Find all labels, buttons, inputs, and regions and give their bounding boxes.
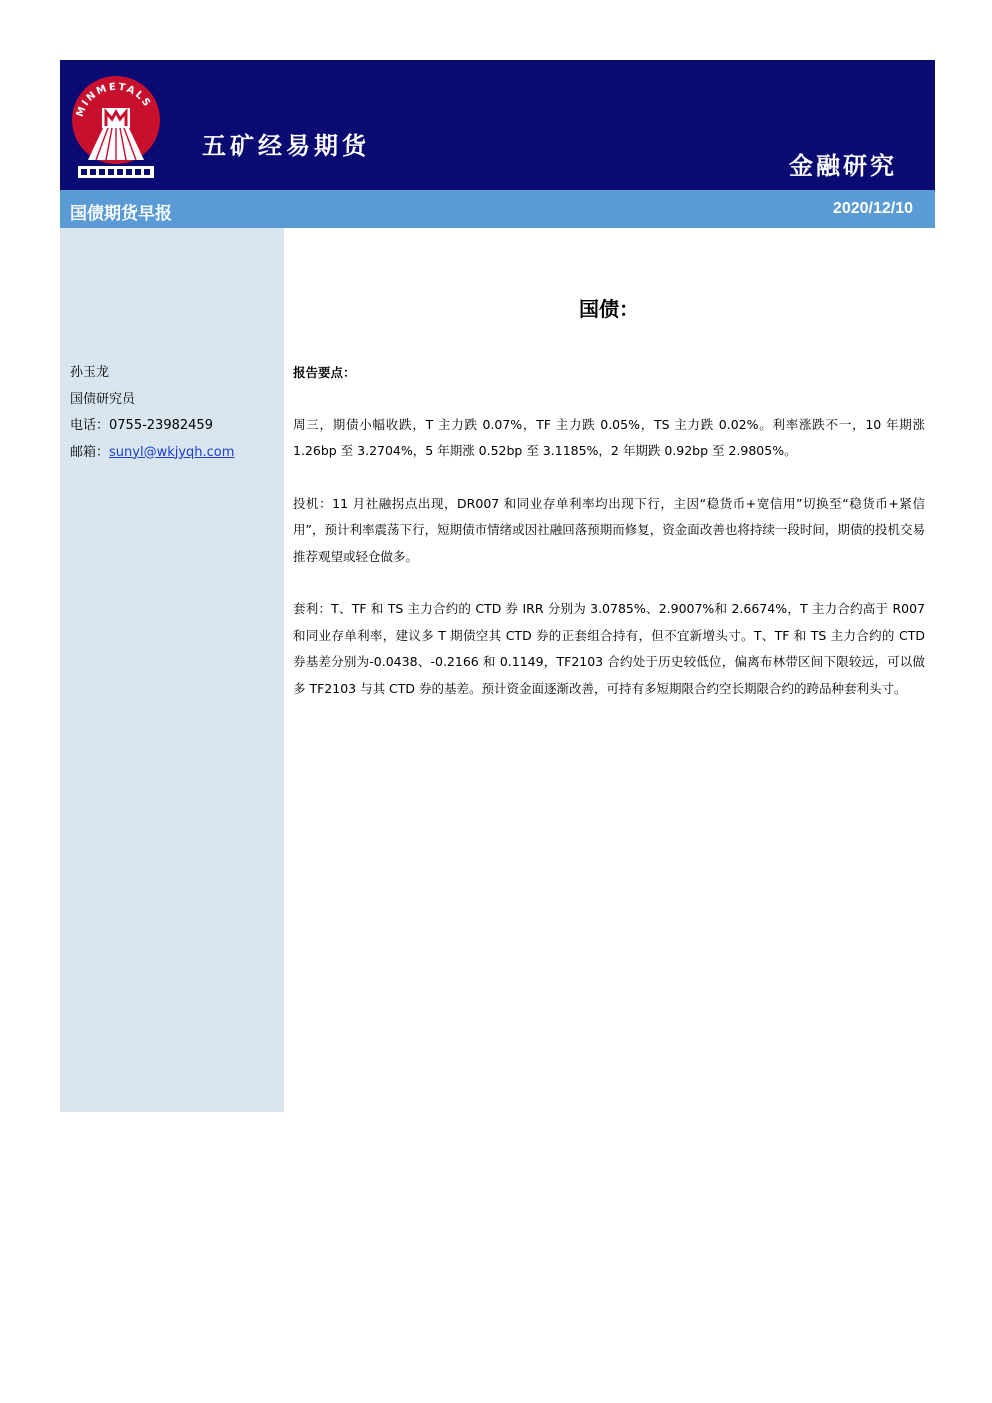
author-role: 国债研究员 — [70, 391, 136, 407]
report-type: 国债期货早报 — [70, 204, 172, 224]
minmetals-logo — [70, 72, 162, 182]
author-email — [70, 440, 234, 467]
report-subheader — [60, 190, 935, 228]
report-header — [60, 60, 935, 190]
author-phone — [70, 413, 234, 440]
section-title: 金融研究 — [789, 152, 897, 180]
key-points-heading: 报告要点： — [293, 365, 356, 380]
report-date: 2020/12/10 — [832, 200, 913, 217]
phone-label: 电话： — [70, 418, 110, 433]
company-name: 五矿经易期货 — [202, 132, 370, 160]
market-summary-paragraph: 周三，期债小幅收跌，T 主力跌 0.07%，TF 主力跌 0.05%，TS 主力跌 0.02%。利率涨跌不一，10 年期涨 1.26bp 至 3.2704%，5 年期涨 0.52bp 至 3.1185%，2 年期跌 0.92bp 至 2.9805%。 — [293, 416, 925, 458]
arbitrage-paragraph: 套利：T、TF 和 TS 主力合约的 CTD 券 IRR 分别为 3.0785%、2.9007%和 2.6674%，T 主力合约高于 R007 和同业存单利率，建议多 T 期债空其 CTD 券的正套组合持有，但不宜新增头寸。T、TF 和 TS 主力合约的 CTD 券基差分别为-0.0438、-0.2166 和 0.1149，TF2103 合约处于历史较低位，偏离布林带区间下限较远，可以做多 TF2103 与其 CTD 券的基差。预计资金面逐渐改善，可持有多短期限合约空长期限合约的跨品种套利头寸。 — [293, 601, 925, 696]
author-info — [70, 360, 234, 466]
page-title: 国债： — [579, 297, 639, 321]
logo-ring-text: MINMETALS — [74, 81, 154, 119]
author-name: 孙玉龙 — [70, 365, 110, 380]
report-body — [293, 360, 925, 728]
email-link[interactable]: sunyl@wkjyqh.com — [109, 444, 235, 460]
speculation-paragraph: 投机：11 月社融拐点出现，DR007 和同业存单利率均出现下行，主因“稳货币+宽信用”切换至“稳货币+紧信用”，预计利率震荡下行，短期债市情绪或因社融回落预期而修复，资金面改善也将持续一段时间，期债的投机交易推荐观望或轻仓做多。 — [293, 495, 925, 564]
email-label: 邮箱： — [70, 444, 110, 460]
phone-number: 0755-23982459 — [109, 418, 213, 433]
